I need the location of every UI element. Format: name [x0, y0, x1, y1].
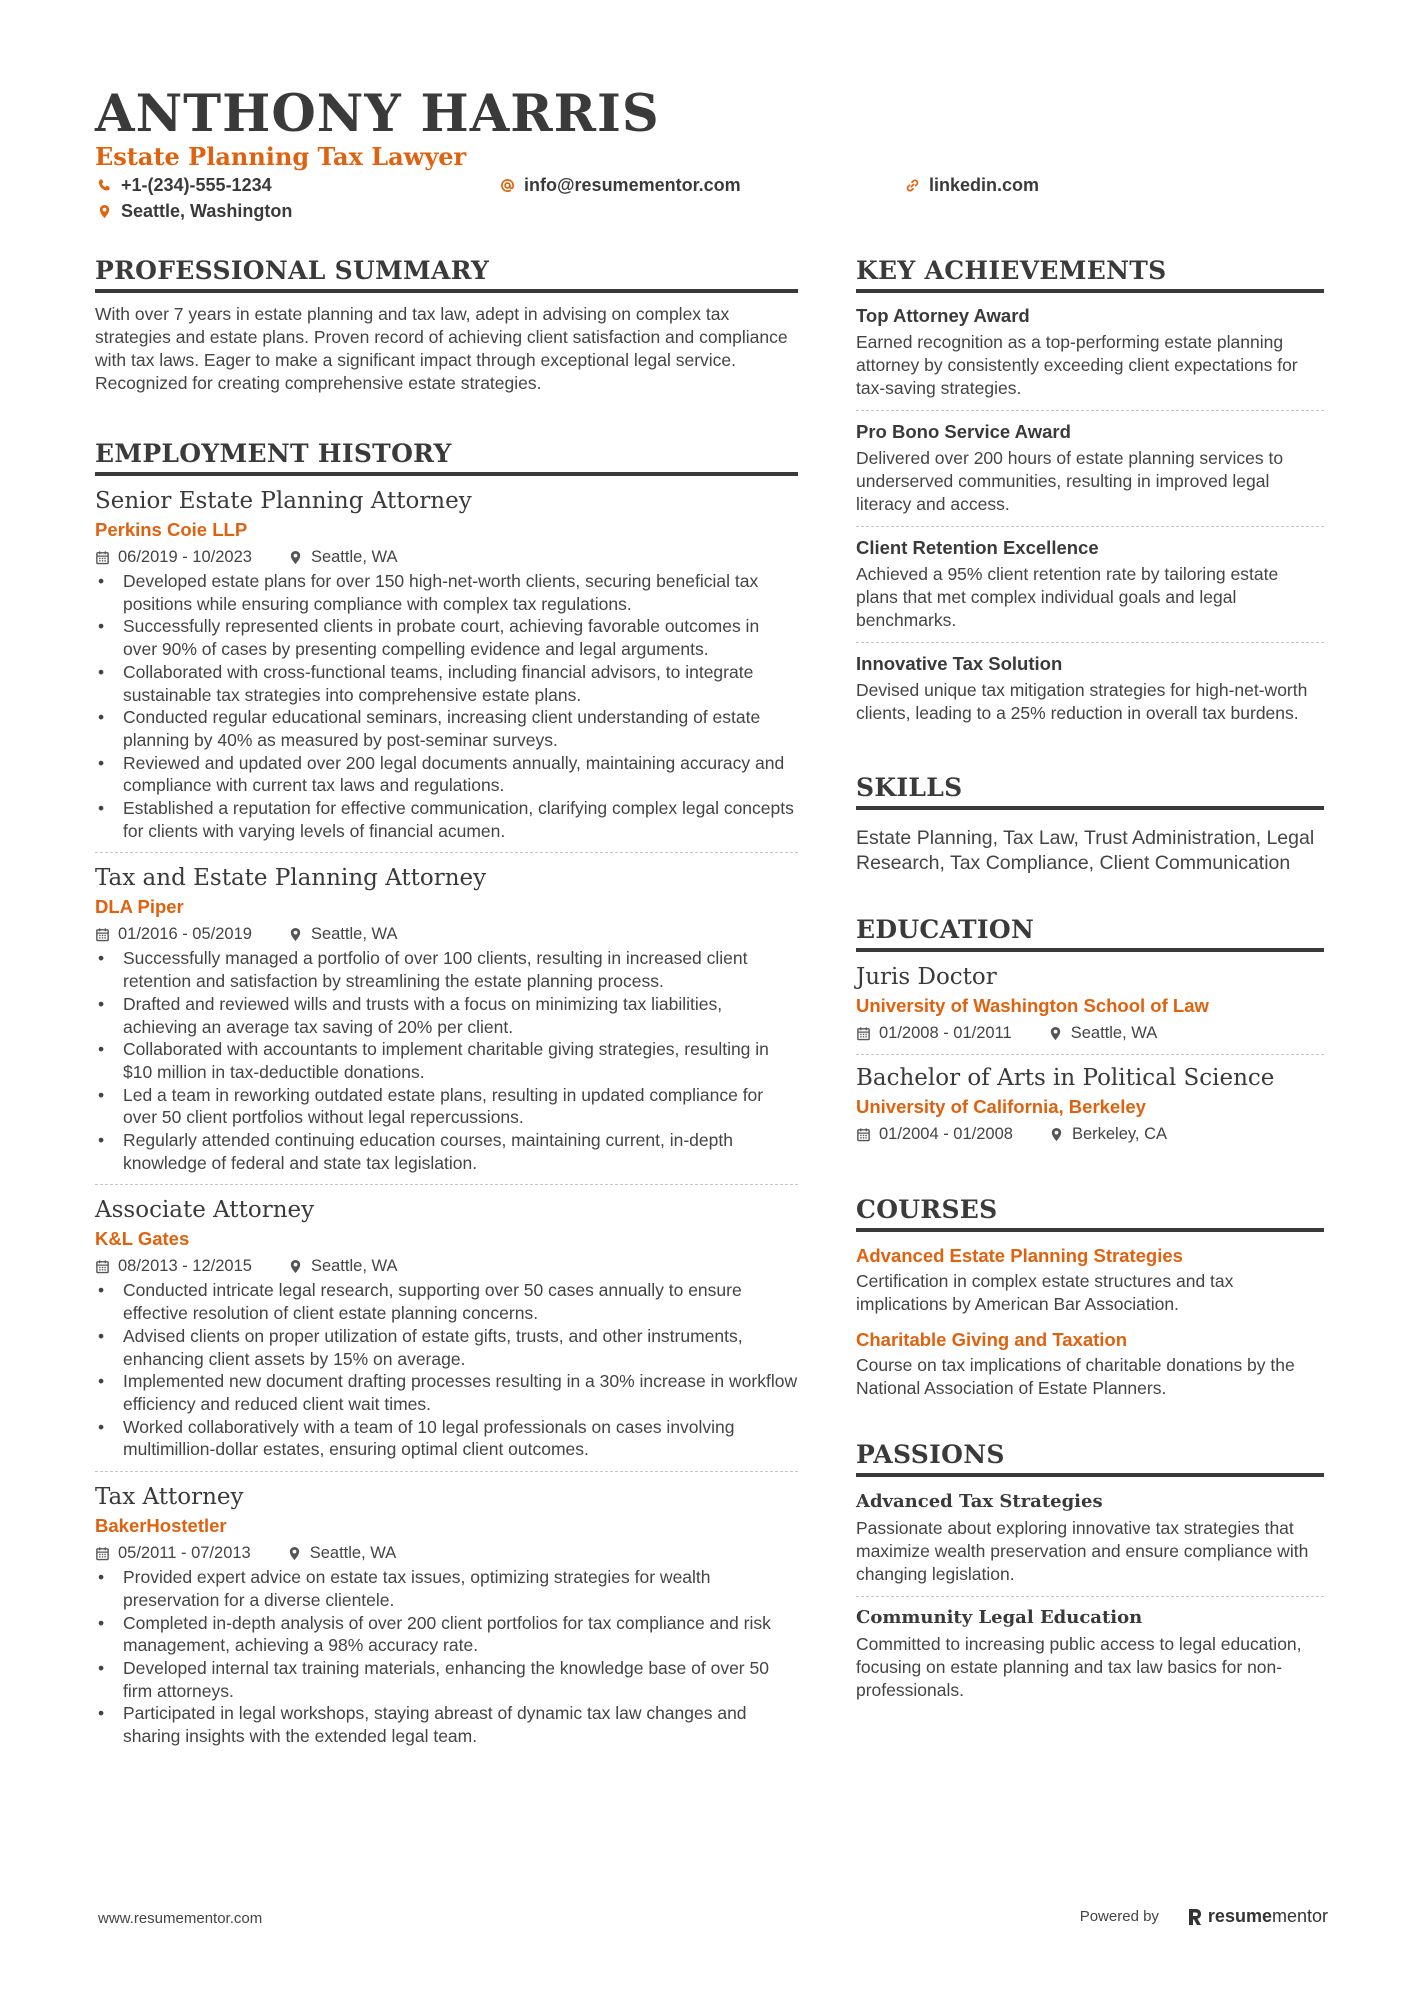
job-bullet: • Provided expert advice on estate tax issues, optimizing strategies for wealth preservation for a diverse clientele. — [95, 1566, 798, 1611]
passions-heading: PASSIONS — [856, 1440, 1324, 1477]
achievement-text: Devised unique tax mitigation strategies for high-net-worth clients, leading to a 25% reduction in overall tax burdens. — [856, 680, 1308, 723]
footer-website[interactable]: www.resumementor.com — [98, 1910, 263, 1927]
summary-section — [95, 256, 798, 395]
job-bullet: • Collaborated with accountants to implement charitable giving strategies, resulting in $10 million in tax-deductible donations. — [95, 1038, 798, 1083]
job-location: Seattle, WA — [310, 925, 398, 944]
job-meta — [95, 921, 798, 947]
education-location: Seattle, WA — [1070, 1024, 1158, 1042]
job-bullets — [95, 947, 798, 1174]
job-bullet: • Developed internal tax training materials, enhancing the knowledge base of over 50 firm attorneys. — [95, 1657, 798, 1702]
at-icon — [500, 178, 515, 193]
achievement-title: Top Attorney Award — [856, 305, 1030, 326]
calendar-icon — [95, 927, 110, 942]
achievement-text: Earned recognition as a top-performing estate planning attorney by consistently exceeding client expectations for tax-saving strategies. — [856, 332, 1298, 398]
job-bullet: • Regularly attended continuing education courses, maintaining current, in-depth knowledge of federal and state tax legislation. — [95, 1129, 798, 1174]
footer-powered — [1080, 1906, 1328, 1927]
education-school: University of Washington School of Law — [856, 995, 1209, 1016]
calendar-icon — [95, 550, 110, 565]
brand-part2: mentor — [1271, 1906, 1328, 1926]
contact-phone — [97, 175, 272, 196]
courses-heading: COURSES — [856, 1195, 1324, 1232]
passion-text: Committed to increasing public access to legal education, focusing on estate planning and tax law basics for non-professionals. — [856, 1634, 1302, 1700]
passion-item — [856, 1481, 1324, 1596]
job-bullet: • Developed estate plans for over 150 high-net-worth clients, securing beneficial tax positions while ensuring compliance with complex tax regulations. — [95, 570, 798, 615]
job-company: Perkins Coie LLP — [95, 519, 248, 540]
job-bullet: • Successfully managed a portfolio of over 100 clients, resulting in increased client retention and satisfaction by streamlining the estate planning process. — [95, 947, 798, 992]
course-text: Certification in complex estate structures and tax implications by American Bar Association. — [856, 1271, 1234, 1314]
location-pin-icon — [287, 1546, 302, 1561]
job-entry — [95, 852, 798, 1184]
passions-section — [856, 1440, 1324, 1712]
job-meta — [95, 1253, 798, 1279]
phone-icon — [97, 178, 112, 193]
job-bullet: • Participated in legal workshops, staying abreast of dynamic tax law changes and sharing insights with the extended legal team. — [95, 1702, 798, 1747]
contact-email[interactable] — [500, 175, 741, 196]
right-column — [856, 256, 1324, 1712]
job-bullet: • Collaborated with cross-functional teams, including financial advisors, to integrate sustainable tax strategies into comprehensive estate plans. — [95, 661, 798, 706]
achievements-section — [856, 256, 1324, 735]
calendar-icon — [95, 1546, 110, 1561]
job-title: Tax and Estate Planning Attorney — [95, 865, 487, 892]
job-bullet: • Advised clients on proper utilization of estate gifts, trusts, and other instruments, enhancing client assets by 15% on average. — [95, 1325, 798, 1370]
job-title: Senior Estate Planning Attorney — [95, 488, 472, 514]
calendar-icon — [856, 1026, 871, 1041]
achievement-item — [856, 295, 1324, 410]
location-text: Seattle, Washington — [121, 201, 293, 221]
job-dates: 06/2019 - 10/2023 — [118, 548, 252, 566]
job-dates: 08/2013 - 12/2015 — [118, 1257, 252, 1276]
achievements-heading: KEY ACHIEVEMENTS — [856, 256, 1324, 293]
summary-text: With over 7 years in estate planning and tax law, adept in advising on complex tax strategies and estate plans. Proven record of achieving client satisfaction and compliance with tax laws. Eager to make a significant impact through exceptional legal service. Recognized for creating comprehensive estate strategies. — [95, 304, 788, 393]
phone-text: +1-(234)-555-1234 — [121, 175, 272, 195]
linkedin-text: linkedin.com — [929, 175, 1040, 195]
education-school: University of California, Berkeley — [856, 1096, 1146, 1117]
achievement-title: Pro Bono Service Award — [856, 421, 1071, 442]
education-degree: Juris Doctor — [856, 964, 997, 990]
location-pin-icon — [1049, 1127, 1064, 1142]
job-location: Seattle, WA — [310, 1257, 398, 1276]
email-text: info@resumementor.com — [524, 175, 741, 195]
course-title: Advanced Estate Planning Strategies — [856, 1245, 1183, 1266]
course-item — [856, 1326, 1324, 1400]
skills-text: Estate Planning, Tax Law, Trust Administration, Legal Research, Tax Compliance, Client Communication — [856, 827, 1315, 874]
job-bullet: • Completed in-depth analysis of over 200 client portfolios for tax compliance and risk management, achieving a 98% accuracy rate. — [95, 1612, 798, 1657]
job-meta — [95, 544, 798, 570]
job-dates: 01/2016 - 05/2019 — [118, 925, 252, 944]
contact-location — [97, 201, 292, 222]
job-company: DLA Piper — [95, 896, 184, 918]
job-bullet: • Successfully represented clients in probate court, achieving favorable outcomes in over 90% of cases by presenting compelling evidence and legal arguments. — [95, 615, 798, 660]
job-location: Seattle, WA — [309, 1544, 397, 1563]
job-company: BakerHostetler — [95, 1515, 227, 1537]
course-item — [856, 1242, 1324, 1316]
location-pin-icon — [288, 927, 303, 942]
achievement-text: Delivered over 200 hours of estate planning services to underserved communities, resulting in improved legal literacy and access. — [856, 448, 1284, 514]
achievement-text: Achieved a 95% client retention rate by tailoring estate plans that met complex individual goals and legal benchmarks. — [856, 564, 1279, 630]
location-pin-icon — [97, 204, 112, 219]
job-bullet: • Conducted regular educational seminars, increasing client understanding of estate planning by 40% as measured by post-seminar surveys. — [95, 706, 798, 751]
calendar-icon — [856, 1127, 871, 1142]
job-bullets — [95, 1566, 798, 1748]
education-meta — [856, 1121, 1324, 1147]
passion-title: Advanced Tax Strategies — [856, 1491, 1103, 1512]
achievement-item — [856, 642, 1324, 735]
job-meta — [95, 1540, 798, 1566]
course-title: Charitable Giving and Taxation — [856, 1329, 1128, 1350]
candidate-name: ANTHONY HARRIS — [95, 84, 660, 144]
achievement-item — [856, 526, 1324, 642]
skills-section — [856, 773, 1324, 875]
course-text: Course on tax implications of charitable donations by the National Association of Estate Planners. — [856, 1355, 1295, 1398]
powered-by-label: Powered by — [1079, 1908, 1159, 1925]
education-heading: EDUCATION — [856, 915, 1324, 952]
education-item — [856, 962, 1324, 1054]
job-location: Seattle, WA — [310, 548, 398, 566]
brand-logo[interactable] — [1187, 1906, 1328, 1927]
employment-section — [95, 439, 798, 1758]
education-meta — [856, 1020, 1324, 1046]
summary-heading: PROFESSIONAL SUMMARY — [95, 256, 798, 293]
education-dates: 01/2008 - 01/2011 — [879, 1024, 1012, 1042]
left-column — [95, 256, 798, 1758]
resumementor-logo-icon — [1187, 1907, 1203, 1927]
location-pin-icon — [288, 550, 303, 565]
job-entry — [95, 1184, 798, 1471]
education-section — [856, 915, 1324, 1155]
job-title: Tax Attorney — [95, 1484, 244, 1511]
contact-linkedin[interactable] — [905, 175, 1039, 196]
calendar-icon — [95, 1259, 110, 1274]
job-title: Associate Attorney — [95, 1197, 315, 1224]
achievement-title: Client Retention Excellence — [856, 537, 1099, 558]
passion-item — [856, 1596, 1324, 1712]
passion-title: Community Legal Education — [856, 1607, 1143, 1628]
job-bullet: • Worked collaboratively with a team of 10 legal professionals on cases involving multimillion-dollar estates, ensuring optimal client outcomes. — [95, 1416, 798, 1461]
job-entry — [95, 486, 798, 852]
education-location: Berkeley, CA — [1071, 1125, 1168, 1143]
achievement-item — [856, 410, 1324, 526]
passion-text: Passionate about exploring innovative tax strategies that maximize wealth preservation and ensure compliance with changing legislation. — [856, 1518, 1309, 1584]
education-degree: Bachelor of Arts in Political Science — [856, 1065, 1275, 1091]
job-bullet: • Reviewed and updated over 200 legal documents annually, maintaining accuracy and compliance with current tax laws and regulations. — [95, 752, 798, 797]
employment-heading: EMPLOYMENT HISTORY — [95, 439, 798, 476]
job-bullet: • Led a team in reworking outdated estate plans, resulting in updated compliance for over 50 client portfolios without legal repercussions. — [95, 1084, 798, 1129]
job-bullet: • Drafted and reviewed wills and trusts with a focus on minimizing tax liabilities, achieving an average tax saving of 20% per client. — [95, 993, 798, 1038]
education-item — [856, 1054, 1324, 1155]
job-entry — [95, 1471, 798, 1758]
brand-part1: resume — [1207, 1906, 1272, 1926]
candidate-role: Estate Planning Tax Lawyer — [95, 142, 467, 171]
location-pin-icon — [1048, 1026, 1063, 1041]
education-dates: 01/2004 - 01/2008 — [879, 1125, 1013, 1143]
job-bullet: • Established a reputation for effective communication, clarifying complex legal concepts for clients with varying levels of financial acumen. — [95, 797, 798, 842]
link-icon — [905, 178, 920, 193]
location-pin-icon — [288, 1259, 303, 1274]
job-bullet: • Implemented new document drafting processes resulting in a 30% increase in workflow efficiency and reduced client wait times. — [95, 1370, 798, 1415]
job-company: K&L Gates — [95, 1228, 190, 1250]
courses-section — [856, 1195, 1324, 1400]
skills-heading: SKILLS — [856, 773, 1324, 810]
job-bullets — [95, 570, 798, 842]
job-dates: 05/2011 - 07/2013 — [118, 1544, 251, 1563]
achievement-title: Innovative Tax Solution — [856, 653, 1063, 674]
job-bullets — [95, 1279, 798, 1461]
job-bullet: • Conducted intricate legal research, supporting over 50 cases annually to ensure effective resolution of client estate planning concerns. — [95, 1279, 798, 1324]
